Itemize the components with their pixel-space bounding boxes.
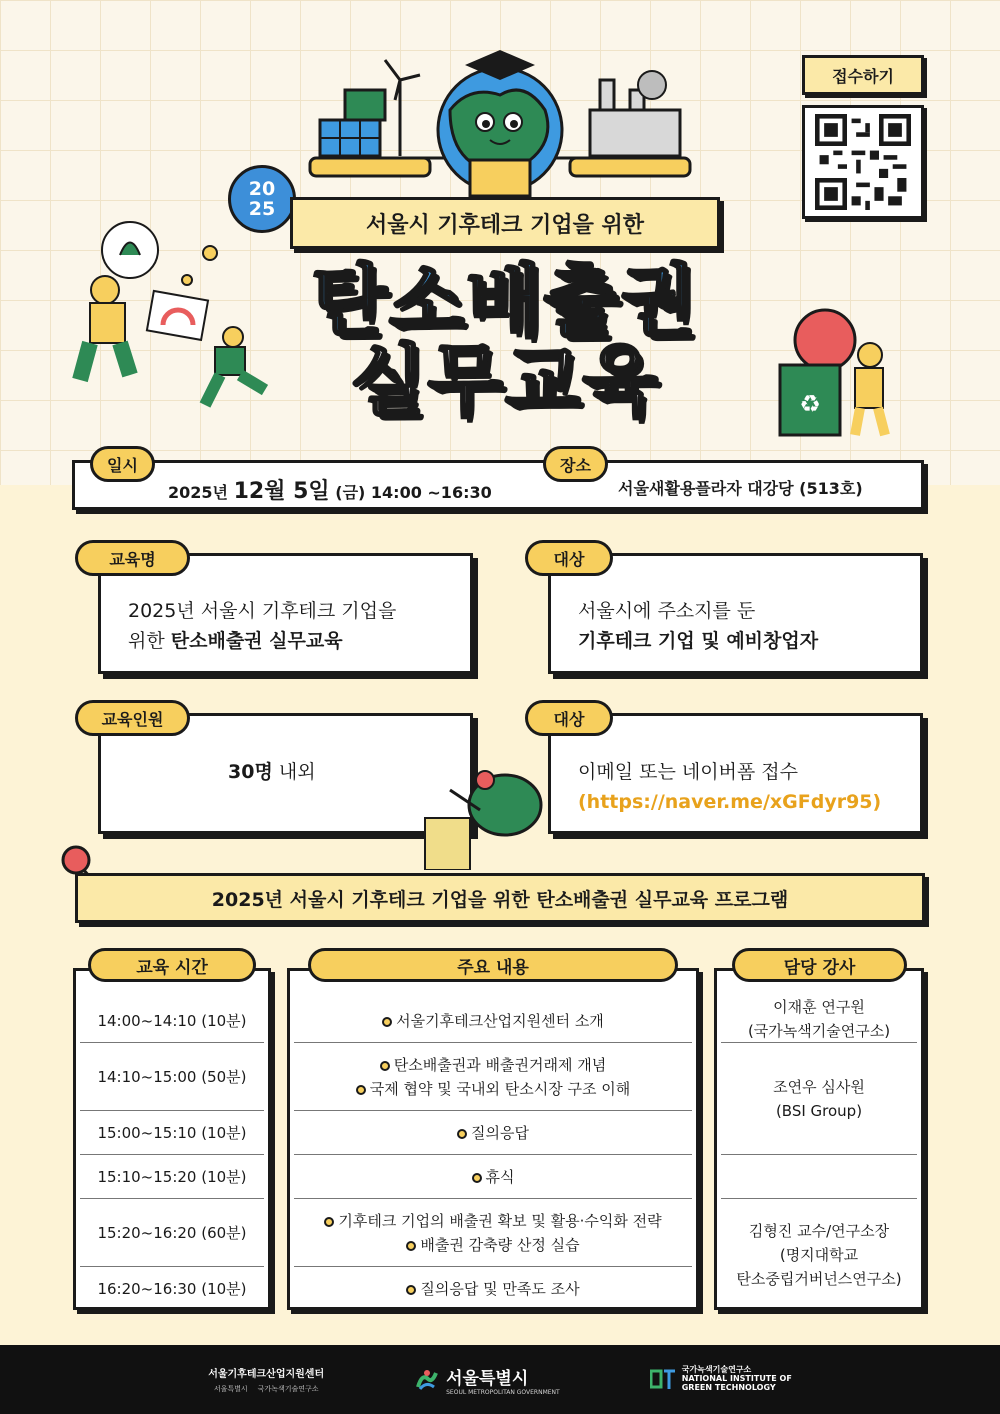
course-name-line-2-prefix: 위한 (128, 630, 165, 652)
row-divider (721, 1154, 917, 1155)
target-line-2: 기후테크 기업 및 예비창업자 (578, 630, 819, 652)
center-logo (208, 1365, 324, 1394)
row-divider (721, 1198, 917, 1199)
instructor-name: 김형진 교수/연구소장 (748, 1222, 890, 1240)
row-divider (294, 1110, 692, 1111)
target-line-1: 서울시에 주소지를 둔 (578, 600, 756, 622)
content-item: 질의응답 및 만족도 조사 (420, 1280, 580, 1298)
people-gauge-illustration (65, 215, 280, 415)
date-suffix: (금) 14:00 ~16:30 (335, 483, 492, 502)
date-prefix: 2025년 (168, 483, 228, 502)
nigt-name-en-1: NATIONAL INSTITUTE OF (681, 1374, 792, 1384)
target-pill (525, 540, 613, 576)
content-item: 배출권 감축량 산정 실습 (420, 1236, 580, 1254)
instructor-cell (717, 1200, 921, 1310)
instructor-affiliation: (명지대학교 (779, 1246, 859, 1264)
row-divider (294, 1198, 692, 1199)
instructor-affiliation: (BSI Group) (775, 1102, 863, 1120)
apply-line-1: 이메일 또는 네이버폼 접수 (578, 761, 799, 783)
register-label[interactable] (802, 55, 924, 95)
content-cell (290, 1156, 696, 1198)
time-column-title: 교육 시간 (136, 957, 208, 978)
row-divider (721, 1042, 917, 1043)
nigt-logo (650, 1366, 792, 1392)
year-badge-bottom: 25 (248, 198, 276, 220)
seoul-name-en: SEOUL METROPOLITAN GOVERNMENT (446, 1388, 560, 1396)
seoul-emblem-icon (414, 1367, 440, 1393)
headcount-pill (75, 700, 190, 736)
instructor-affiliation: (국가녹색기술연구소) (747, 1022, 891, 1040)
course-name-text (128, 596, 396, 656)
content-cell (290, 1112, 696, 1154)
instructor-column-title: 담당 강사 (783, 957, 856, 978)
program-banner-text: 2025년 서울시 기후테크 기업을 위한 탄소배출권 실무교육 프로그램 (211, 888, 789, 911)
content-cell (290, 1000, 696, 1042)
bullet-dot-icon (457, 1129, 467, 1139)
content-column-title: 주요 내용 (457, 957, 529, 978)
time-cell: 16:20~16:30 (10분) (97, 1280, 247, 1298)
seoul-logo (414, 1364, 560, 1396)
instructor-cell (717, 1044, 921, 1154)
date-value (168, 474, 492, 505)
instructor-name: 조연우 심사원 (773, 1078, 865, 1096)
person-leaf-illustration (420, 770, 550, 870)
row-divider (80, 1266, 264, 1267)
subtitle-text: 서울시 기후테크 기업을 위한 (365, 212, 644, 238)
content-item: 서울기후테크산업지원센터 소개 (396, 1012, 604, 1030)
headcount-number: 30명 (228, 761, 273, 783)
row-divider (294, 1154, 692, 1155)
target-text (578, 596, 818, 656)
bullet-dot-icon (382, 1017, 392, 1027)
headcount-text (228, 757, 316, 787)
content-cell (290, 1268, 696, 1310)
year-badge-top: 20 (248, 178, 276, 200)
content-item: 질의응답 (471, 1124, 529, 1142)
register-label-text: 접수하기 (832, 66, 894, 86)
seoul-name: 서울특별시 (446, 1368, 529, 1389)
footer (0, 1345, 1000, 1414)
row-divider (80, 1042, 264, 1043)
time-cell: 15:20~16:20 (60분) (97, 1224, 247, 1242)
instructor-cell (717, 996, 921, 1042)
row-divider (80, 1198, 264, 1199)
time-cell: 15:00~15:10 (10분) (97, 1124, 247, 1142)
page-title (270, 257, 740, 427)
recycle-bin-illustration (770, 300, 910, 440)
time-cell: 15:10~15:20 (10분) (97, 1168, 247, 1186)
content-cell (290, 1200, 696, 1266)
time-column-header (88, 948, 256, 982)
apply-url-link[interactable]: (https://naver.me/xGFdyr95) (578, 791, 882, 813)
year-badge (228, 165, 296, 233)
instructor-name: 이재훈 연구원 (773, 998, 865, 1016)
date-label: 일시 (107, 455, 138, 475)
time-cell: 14:10~15:00 (50분) (97, 1068, 247, 1086)
content-column-header (308, 948, 678, 982)
apply-pill (525, 700, 613, 736)
instructor-affiliation: 탄소중립거버넌스연구소) (736, 1270, 902, 1288)
nigt-emblem-icon (650, 1367, 676, 1391)
place-value: 서울새활용플라자 대강당 (513호) (618, 479, 863, 498)
svg-text:♻: ♻ (799, 390, 821, 418)
content-item: 기후테크 기업의 배출권 확보 및 활용·수익화 전략 (338, 1212, 662, 1230)
row-divider (80, 1110, 264, 1111)
bullet-dot-icon (324, 1217, 334, 1227)
globe-scale-illustration (300, 40, 700, 200)
row-divider (294, 1042, 692, 1043)
title-line-1: 탄소배출권 (311, 257, 699, 347)
subtitle-banner (290, 197, 720, 249)
date-label-pill (90, 446, 155, 482)
course-name-label: 교육명 (109, 549, 156, 569)
center-name: 서울기후테크산업지원센터 (208, 1369, 325, 1380)
bullet-dot-icon (406, 1241, 416, 1251)
course-name-line-1: 2025년 서울시 기후테크 기업을 (128, 600, 397, 622)
center-sub-logo-2: 국가녹색기술연구소 (257, 1385, 319, 1393)
date-main: 12월 5일 (233, 479, 330, 504)
program-banner (75, 873, 925, 923)
qr-code-icon (815, 114, 911, 210)
content-item: 탄소배출권과 배출권거래제 개념 (393, 1056, 607, 1074)
time-cell: 14:00~14:10 (10분) (97, 1012, 247, 1030)
instructor-column-header (732, 948, 907, 982)
content-item: 국제 협약 및 국내외 탄소시장 구조 이해 (369, 1080, 631, 1098)
bullet-dot-icon (356, 1085, 366, 1095)
bullet-dot-icon (380, 1061, 390, 1071)
nigt-name-en-2: GREEN TECHNOLOGY (681, 1382, 776, 1392)
apply-text (578, 757, 881, 817)
row-divider (294, 1266, 692, 1267)
content-item: 휴식 (485, 1168, 515, 1186)
target-label: 대상 (553, 549, 585, 569)
course-name-line-2-bold: 탄소배출권 실무교육 (170, 630, 343, 652)
qr-code[interactable] (802, 105, 924, 219)
content-cell (290, 1044, 696, 1110)
bullet-dot-icon (406, 1285, 416, 1295)
headcount-label: 교육인원 (101, 709, 164, 729)
center-sub-logo-1: 서울특별시 (213, 1385, 248, 1393)
nigt-name: 국가녹색기술연구소 (681, 1365, 752, 1375)
apply-label: 대상 (553, 709, 585, 729)
bullet-dot-icon (472, 1173, 482, 1183)
course-name-pill (75, 540, 190, 576)
row-divider (80, 1154, 264, 1155)
headcount-suffix: 내외 (278, 761, 316, 783)
place-label: 장소 (560, 455, 591, 475)
title-line-2: 실무교육 (350, 337, 660, 427)
place-label-pill (543, 446, 608, 482)
